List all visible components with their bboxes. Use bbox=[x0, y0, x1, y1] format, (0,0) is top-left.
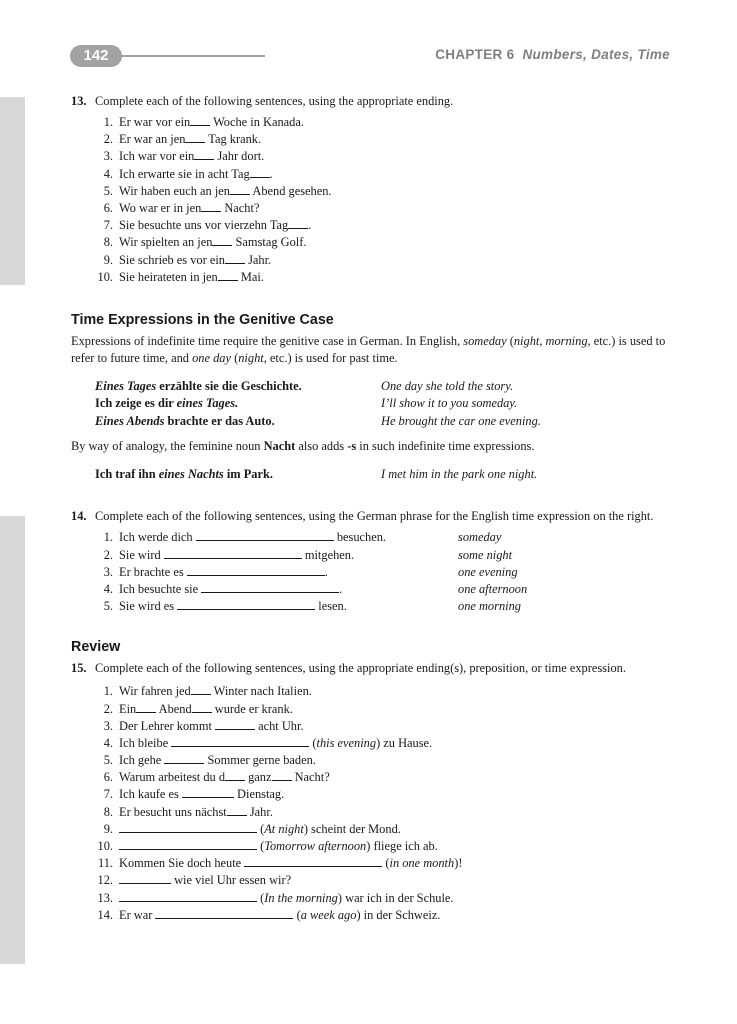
list-item: 4. Ich erwarte sie in acht Tag . bbox=[103, 166, 273, 181]
answer-blank[interactable] bbox=[187, 565, 325, 576]
answer-blank[interactable] bbox=[185, 132, 205, 143]
list-item: 8. Wir spielten an jen Samstag Golf. bbox=[103, 235, 307, 250]
list-item: 3. Ich war vor ein Jahr dort. bbox=[103, 149, 265, 164]
exercise-13-heading bbox=[71, 92, 671, 110]
list-item: 9. Sie schrieb es vor ein Jahr. bbox=[103, 252, 272, 267]
example-row: Ich zeige es dir eines Tages. I’ll show it to you someday. bbox=[95, 396, 518, 411]
answer-blank[interactable] bbox=[215, 719, 255, 730]
section-heading: Time Expressions in the Genitive Case bbox=[71, 311, 334, 328]
margin-tab bbox=[0, 516, 25, 964]
answer-blank[interactable] bbox=[201, 201, 221, 212]
list-item: 1. Er war vor ein Woche in Kanada. bbox=[103, 115, 304, 129]
answer-blank[interactable] bbox=[171, 736, 309, 747]
list-item: 13. (In the morning) war ich in der Schule. bbox=[97, 890, 454, 905]
list-item: 8. Er besucht uns nächst Jahr. bbox=[103, 804, 273, 819]
list-item: 6. Wo war er in jen Nacht? bbox=[103, 200, 260, 215]
answer-blank[interactable] bbox=[225, 253, 245, 264]
exercise-number: 15. bbox=[71, 661, 87, 676]
answer-blank[interactable] bbox=[164, 548, 302, 559]
list-item: 14. Er war (a week ago) in der Schweiz. bbox=[97, 907, 441, 922]
list-item: 9. (At night) scheint der Mond. bbox=[103, 821, 401, 836]
answer-blank[interactable] bbox=[119, 822, 257, 833]
answer-blank[interactable] bbox=[196, 530, 334, 541]
exercise-instruction: Complete each of the following sentences, using the appropriate ending(s), preposition, or time expression. bbox=[95, 661, 626, 676]
list-item: 6. Warum arbeitest du d ganz Nacht? bbox=[103, 770, 330, 785]
answer-blank[interactable] bbox=[182, 787, 234, 798]
list-item: 11. Kommen Sie doch heute (in one month)! bbox=[97, 856, 463, 871]
list-item: 7. Sie besuchte uns vor vierzehn Tag . bbox=[103, 218, 312, 233]
page-header bbox=[70, 43, 670, 69]
list-item: 5. Ich gehe Sommer gerne baden. bbox=[103, 753, 316, 768]
answer-blank[interactable] bbox=[177, 599, 315, 610]
answer-blank[interactable] bbox=[136, 702, 156, 713]
answer-blank[interactable] bbox=[119, 891, 257, 902]
answer-blank[interactable] bbox=[192, 702, 212, 713]
answer-blank[interactable] bbox=[272, 770, 292, 781]
page-number: 142 bbox=[70, 45, 122, 67]
exercise-number: 13. bbox=[71, 94, 87, 108]
section-heading: Review bbox=[71, 639, 121, 656]
answer-blank[interactable] bbox=[119, 873, 171, 884]
list-item: 2. Ein Abend wurde er krank. bbox=[103, 701, 293, 716]
list-item: 1. Ich werde dich besuchen. someday bbox=[103, 530, 502, 545]
answer-blank[interactable] bbox=[230, 184, 250, 195]
answer-blank[interactable] bbox=[288, 218, 308, 229]
list-item: 4. Ich besuchte sie . one afternoon bbox=[103, 581, 528, 596]
exercise-15-list bbox=[71, 683, 671, 924]
answer-blank[interactable] bbox=[227, 805, 247, 816]
example-row: Eines Abends brachte er das Auto. He brought the car one evening. bbox=[95, 413, 541, 428]
list-item: 4. Ich bleibe (this evening) zu Hause. bbox=[103, 735, 433, 750]
answer-blank[interactable] bbox=[250, 167, 270, 178]
list-item: 5. Sie wird es lesen. one morning bbox=[103, 599, 521, 614]
list-item: 3. Er brachte es . one evening bbox=[103, 564, 518, 579]
list-item: 12. wie viel Uhr essen wir? bbox=[97, 873, 292, 888]
list-item: 10. (Tomorrow afternoon) fliege ich ab. bbox=[97, 839, 438, 853]
answer-blank[interactable] bbox=[191, 684, 211, 695]
answer-blank[interactable] bbox=[212, 235, 232, 246]
analogy-paragraph: By way of analogy, the feminine noun Nacht also adds -s in such indefinite time expressions. bbox=[71, 439, 535, 454]
answer-blank[interactable] bbox=[218, 270, 238, 281]
list-item: 10. Sie heirateten in jen Mai. bbox=[97, 269, 264, 284]
example-row: Eines Tages erzählte sie die Geschichte. One day she told the story. bbox=[95, 378, 514, 393]
list-item: 5. Wir haben euch an jen Abend gesehen. bbox=[103, 183, 332, 198]
answer-blank[interactable] bbox=[119, 839, 257, 850]
answer-blank[interactable] bbox=[194, 149, 214, 160]
list-item: 1. Wir fahren jed Winter nach Italien. bbox=[103, 684, 312, 699]
answer-blank[interactable] bbox=[164, 753, 204, 764]
exercise-instruction: Complete each of the following sentences, using the German phrase for the English time expression on the right. bbox=[95, 509, 654, 524]
answer-blank[interactable] bbox=[244, 856, 382, 867]
intro-paragraph: Expressions of indefinite time require the genitive case in German. In English, someday (night, morning, etc.) is used to refer to future time, and one day (night, etc.) is used for past time. bbox=[71, 333, 666, 366]
list-item: 2. Sie wird mitgehen. some night bbox=[103, 547, 513, 562]
example-row: Ich traf ihn eines Nachts im Park. I met him in the park one night. bbox=[95, 466, 538, 481]
answer-blank[interactable] bbox=[225, 770, 245, 781]
answer-blank[interactable] bbox=[201, 582, 339, 593]
margin-tab bbox=[0, 97, 25, 285]
exercise-14-list bbox=[71, 529, 671, 615]
exercise-15-heading bbox=[71, 659, 671, 677]
answer-blank[interactable] bbox=[190, 115, 210, 126]
page-body bbox=[71, 92, 671, 924]
exercise-number: 14. bbox=[71, 509, 87, 524]
example-table bbox=[71, 378, 671, 431]
exercise-instruction: Complete each of the following sentences, using the appropriate ending. bbox=[95, 94, 454, 108]
answer-blank[interactable] bbox=[155, 908, 293, 919]
exercise-13-list bbox=[71, 114, 671, 286]
list-item: 7. Ich kaufe es Dienstag. bbox=[103, 787, 285, 802]
list-item: 3. Der Lehrer kommt acht Uhr. bbox=[103, 718, 304, 733]
chapter-title: CHAPTER 6 Numbers, Dates, Time bbox=[435, 47, 670, 62]
list-item: 2. Er war an jen Tag krank. bbox=[103, 132, 262, 147]
header-rule bbox=[120, 55, 265, 57]
exercise-14-heading bbox=[71, 507, 671, 525]
